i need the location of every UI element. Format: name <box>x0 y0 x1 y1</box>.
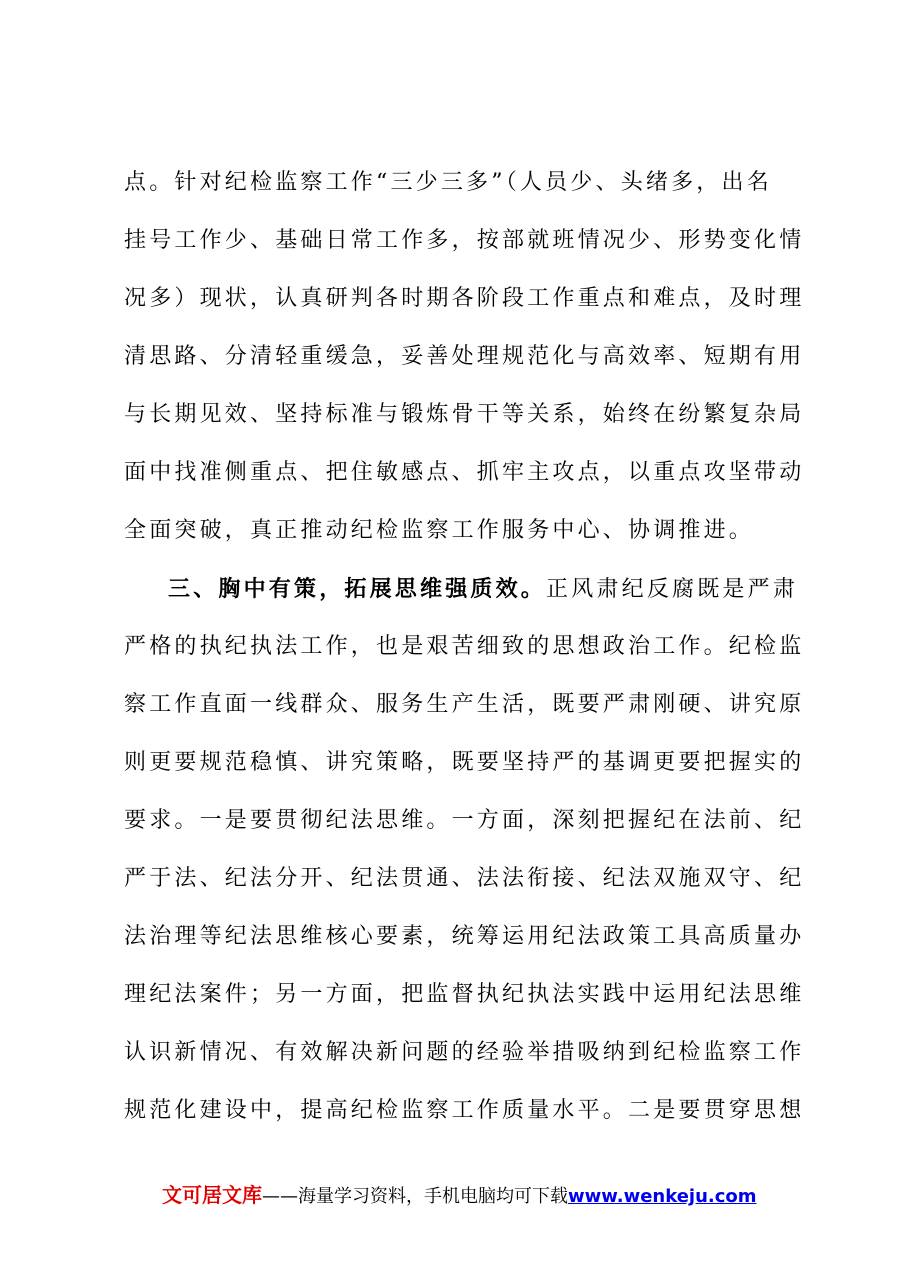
body-line-14: 法治理等纪法思维核心要素，统筹运用纪法政策工具高质量办 <box>124 924 805 949</box>
body-line-4: 清思路、分清轻重缓急，妥善处理规范化与高效率、短期有用 <box>124 344 805 369</box>
body-line-10: 察工作直面一线群众、服务生产生活，既要严肃刚硬、讲究原 <box>124 692 805 717</box>
body-line-17: 规范化建设中，提高纪检监察工作质量水平。二是要贯穿思想 <box>124 1098 805 1123</box>
body-line-11: 则更要规范稳慎、讲究策略，既要坚持严的基调更要把握实的 <box>124 750 805 775</box>
body-line-7: 全面突破，真正推动纪检监察工作服务中心、协调推进。 <box>124 518 755 543</box>
body-line-1: 点。针对纪检监察工作“三少三多”（人员少、头绪多，出名 <box>124 170 772 195</box>
footer-tagline: ——海量学习资料，手机电脑均可下载 <box>262 1186 568 1207</box>
section-3-first-line-text: 正风肃纪反腐既是严肃 <box>546 577 799 602</box>
body-line-15: 理纪法案件；另一方面，把监督执纪执法实践中运用纪法思维 <box>124 982 805 1007</box>
body-line-12: 要求。一是要贯彻纪法思维。一方面，深刻把握纪在法前、纪 <box>124 808 805 833</box>
footer-watermark <box>162 1182 757 1210</box>
body-line-3: 况多）现状，认真研判各时期各阶段工作重点和难点，及时理 <box>124 286 805 311</box>
body-line-9: 严格的执纪执法工作，也是艰苦细致的思想政治工作。纪检监 <box>124 634 805 659</box>
footer-brand: 文可居文库 <box>162 1183 262 1207</box>
footer-url-link[interactable]: www.wenkeju.com <box>568 1186 757 1207</box>
body-line-16: 认识新情况、有效解决新问题的经验举措吸纳到纪检监察工作 <box>124 1040 805 1065</box>
section-3-first-line <box>168 574 828 605</box>
section-3-heading: 三、胸中有策，拓展思维强质效。 <box>168 576 547 602</box>
body-line-2: 挂号工作少、基础日常工作多，按部就班情况少、形势变化情 <box>124 228 805 253</box>
body-line-5: 与长期见效、坚持标准与锻炼骨干等关系，始终在纷繁复杂局 <box>124 402 805 427</box>
body-line-6: 面中找准侧重点、把住敏感点、抓牢主攻点，以重点攻坚带动 <box>124 460 805 485</box>
body-line-13: 严于法、纪法分开、纪法贯通、法法衔接、纪法双施双守、纪 <box>124 866 805 891</box>
